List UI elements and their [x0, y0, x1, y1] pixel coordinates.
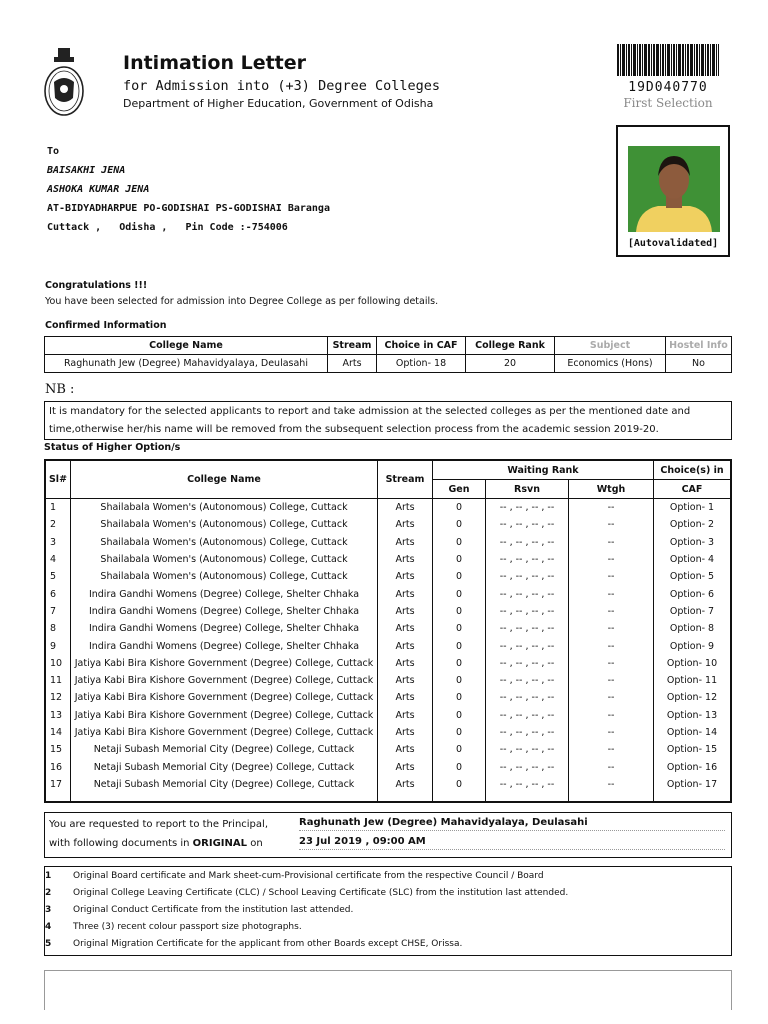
- cell-wtgh: --: [569, 551, 654, 568]
- table-row: [45, 499, 731, 517]
- cell-college: Shailabala Women's (Autonomous) College, Cuttack: [71, 499, 378, 517]
- cell-sl: 7: [50, 605, 57, 617]
- cell-sl: 16: [50, 761, 63, 773]
- cell-sl: 13: [50, 709, 63, 721]
- cell-gen: 0: [433, 551, 486, 568]
- table-row: [45, 637, 731, 654]
- cell-gen: 0: [433, 758, 486, 775]
- address-line-1: AT-BIDYADHARPUE PO-GODISHAI PS-GODISHAI Baranga: [47, 203, 330, 214]
- selection-round: First Selection: [623, 96, 713, 110]
- cell-sl: 1: [50, 502, 57, 514]
- report-line-1: You are requested to report to the Principal,: [49, 819, 268, 830]
- documents-list: [44, 866, 732, 956]
- cell-college: Shailabala Women's (Autonomous) College, Cuttack: [71, 551, 378, 568]
- col-waiting-rank: Waiting Rank: [433, 460, 654, 480]
- cell-sl: 17: [50, 778, 63, 790]
- cell-college: Netaji Subash Memorial City (Degree) College, Cuttack: [71, 776, 378, 793]
- cell-sl: 12: [50, 692, 63, 704]
- confirmed-college: Raghunath Jew (Degree) Mahavidyalaya, Deulasahi: [45, 355, 328, 373]
- col-college-name: College Name: [45, 337, 328, 355]
- confirmed-row: [45, 355, 732, 373]
- document-text: Original College Leaving Certificate (CLC) / School Leaving Certificate (SLC) from the institution last attended.: [73, 888, 569, 898]
- applicant-name: BAISAKHI JENA: [47, 165, 126, 176]
- cell-college: Jatiya Kabi Bira Kishore Government (Degree) College, Cuttack: [71, 724, 378, 741]
- cell-choice: Option- 10: [654, 655, 732, 672]
- report-datetime: 23 Jul 2019 , 09:00 AM: [299, 836, 725, 850]
- cell-rsvn: -- , -- , -- , --: [486, 620, 569, 637]
- higher-options-heading: Status of Higher Option/s: [44, 442, 181, 453]
- cell-gen: 0: [433, 637, 486, 654]
- cell-rsvn: -- , -- , -- , --: [486, 516, 569, 533]
- cell-rsvn: -- , -- , -- , --: [486, 724, 569, 741]
- col-hostel: Hostel Info: [666, 337, 732, 355]
- cell-sl: 11: [50, 675, 63, 687]
- cell-rsvn: -- , -- , -- , --: [486, 499, 569, 517]
- cell-rsvn: -- , -- , -- , --: [486, 534, 569, 551]
- department-name: Department of Higher Education, Government of Odisha: [123, 97, 434, 110]
- application-number: 19D040770: [628, 80, 708, 95]
- photo-caption: [Autovalidated]: [627, 238, 719, 249]
- cell-wtgh: --: [569, 758, 654, 775]
- table-row: [45, 741, 731, 758]
- cell-stream: Arts: [378, 534, 433, 551]
- report-instructions: [44, 812, 732, 858]
- cell-rsvn: -- , -- , -- , --: [486, 707, 569, 724]
- cell-wtgh: --: [569, 776, 654, 793]
- document-number: 4: [45, 922, 52, 932]
- col-stream: Stream: [328, 337, 377, 355]
- cell-choice: Option- 13: [654, 707, 732, 724]
- cell-choice: Option- 6: [654, 585, 732, 602]
- cell-college: Shailabala Women's (Autonomous) College, Cuttack: [71, 534, 378, 551]
- cell-gen: 0: [433, 655, 486, 672]
- table-row: [45, 516, 731, 533]
- table-row: [45, 655, 731, 672]
- cell-stream: Arts: [378, 603, 433, 620]
- cell-college: Netaji Subash Memorial City (Degree) College, Cuttack: [71, 741, 378, 758]
- cell-sl: 6: [50, 588, 57, 600]
- col-choice-line2: CAF: [654, 480, 732, 499]
- cell-stream: Arts: [378, 776, 433, 793]
- document-text: Three (3) recent colour passport size photographs.: [73, 922, 302, 932]
- congrats-heading: Congratulations !!!: [45, 280, 148, 291]
- document-text: Original Migration Certificate for the applicant from other Boards except CHSE, Orissa.: [73, 939, 463, 949]
- report-line-2-prefix: with following documents in: [49, 838, 193, 849]
- cell-gen: 0: [433, 741, 486, 758]
- cell-wtgh: --: [569, 534, 654, 551]
- cell-sl: 9: [50, 640, 57, 652]
- table-row: [45, 689, 731, 706]
- cell-college: Jatiya Kabi Bira Kishore Government (Degree) College, Cuttack: [71, 655, 378, 672]
- cell-stream: Arts: [378, 585, 433, 602]
- cell-choice: Option- 2: [654, 516, 732, 533]
- table-row: [45, 551, 731, 568]
- cell-stream: Arts: [378, 707, 433, 724]
- cell-sl: 3: [50, 536, 57, 548]
- cell-rsvn: -- , -- , -- , --: [486, 776, 569, 793]
- cell-sl: 5: [50, 571, 57, 583]
- cell-stream: Arts: [378, 637, 433, 654]
- table-row: [45, 724, 731, 741]
- table-row: [45, 603, 731, 620]
- col-rsvn: Rsvn: [486, 480, 569, 499]
- applicant-photo-box: [616, 125, 730, 257]
- cell-stream: Arts: [378, 551, 433, 568]
- cell-sl: 15: [50, 744, 63, 756]
- cell-college: Jatiya Kabi Bira Kishore Government (Degree) College, Cuttack: [71, 707, 378, 724]
- cell-college: Shailabala Women's (Autonomous) College, Cuttack: [71, 568, 378, 585]
- document-text: Original Board certificate and Mark sheet-cum-Provisional certificate from the respective Council / Board: [73, 871, 544, 881]
- cell-choice: Option- 17: [654, 776, 732, 793]
- document-number: 2: [45, 888, 52, 898]
- cell-rsvn: -- , -- , -- , --: [486, 637, 569, 654]
- address-to: To: [47, 146, 60, 157]
- cell-choice: Option- 3: [654, 534, 732, 551]
- cell-college: Jatiya Kabi Bira Kishore Government (Degree) College, Cuttack: [71, 672, 378, 689]
- confirmed-info-table: [44, 336, 732, 373]
- cell-choice: Option- 12: [654, 689, 732, 706]
- cell-stream: Arts: [378, 568, 433, 585]
- document-number: 1: [45, 871, 52, 881]
- confirmed-heading: Confirmed Information: [45, 320, 167, 331]
- table-padding-row: [45, 793, 731, 802]
- cell-stream: Arts: [378, 655, 433, 672]
- cell-rsvn: -- , -- , -- , --: [486, 689, 569, 706]
- document-text: Original Conduct Certificate from the institution last attended.: [73, 905, 354, 915]
- cell-gen: 0: [433, 585, 486, 602]
- cell-gen: 0: [433, 672, 486, 689]
- nb-notice: It is mandatory for the selected applicants to report and take admission at the selected colleges as per the mentioned date and time,otherwise her/his name will be removed from the subsequent selection process from the academic session 2019-20.: [44, 401, 732, 440]
- cell-rsvn: -- , -- , -- , --: [486, 603, 569, 620]
- cell-wtgh: --: [569, 655, 654, 672]
- cell-stream: Arts: [378, 689, 433, 706]
- confirmed-stream: Arts: [328, 355, 377, 373]
- cell-wtgh: --: [569, 568, 654, 585]
- confirmed-choice: Option- 18: [377, 355, 466, 373]
- col-college-name: College Name: [71, 460, 378, 499]
- cell-sl: 10: [50, 657, 63, 669]
- cell-wtgh: --: [569, 637, 654, 654]
- letter-subtitle: for Admission into (+3) Degree Colleges: [123, 78, 440, 94]
- cell-college: Shailabala Women's (Autonomous) College, Cuttack: [71, 516, 378, 533]
- cell-college: Indira Gandhi Womens (Degree) College, Shelter Chhaka: [71, 603, 378, 620]
- cell-rsvn: -- , -- , -- , --: [486, 655, 569, 672]
- cell-stream: Arts: [378, 672, 433, 689]
- cell-choice: Option- 7: [654, 603, 732, 620]
- cell-stream: Arts: [378, 724, 433, 741]
- report-line-2-suffix: on: [247, 838, 263, 849]
- cell-choice: Option- 1: [654, 499, 732, 517]
- cell-wtgh: --: [569, 585, 654, 602]
- cell-rsvn: -- , -- , -- , --: [486, 741, 569, 758]
- col-stream: Stream: [378, 460, 433, 499]
- cell-choice: Option- 8: [654, 620, 732, 637]
- cell-gen: 0: [433, 707, 486, 724]
- table-row: [45, 776, 731, 793]
- cell-wtgh: --: [569, 516, 654, 533]
- cell-sl: 4: [50, 554, 57, 566]
- cell-sl: 2: [50, 519, 57, 531]
- table-row: [45, 568, 731, 585]
- table-row: [45, 672, 731, 689]
- cell-wtgh: --: [569, 672, 654, 689]
- table-row: [45, 620, 731, 637]
- cell-stream: Arts: [378, 741, 433, 758]
- cell-college: Netaji Subash Memorial City (Degree) College, Cuttack: [71, 758, 378, 775]
- document-number: 5: [45, 939, 52, 949]
- report-college: Raghunath Jew (Degree) Mahavidyalaya, Deulasahi: [299, 817, 725, 831]
- cell-choice: Option- 4: [654, 551, 732, 568]
- cell-choice: Option- 9: [654, 637, 732, 654]
- cell-choice: Option- 5: [654, 568, 732, 585]
- letter-title: Intimation Letter: [123, 52, 307, 74]
- report-line-2: [49, 838, 263, 849]
- cell-college: Indira Gandhi Womens (Degree) College, Shelter Chhaka: [71, 620, 378, 637]
- cell-wtgh: --: [569, 741, 654, 758]
- cell-college: Indira Gandhi Womens (Degree) College, Shelter Chhaka: [71, 637, 378, 654]
- cell-wtgh: --: [569, 707, 654, 724]
- col-wtgh: Wtgh: [569, 480, 654, 499]
- report-original: ORIGINAL: [192, 838, 248, 849]
- confirmed-subject: Economics (Hons): [555, 355, 666, 373]
- guardian-name: ASHOKA KUMAR JENA: [47, 184, 150, 195]
- cell-stream: Arts: [378, 620, 433, 637]
- nb-label: NB :: [45, 382, 75, 397]
- table-row: [45, 758, 731, 775]
- cell-gen: 0: [433, 568, 486, 585]
- higher-options-body: [45, 499, 731, 803]
- cell-college: Indira Gandhi Womens (Degree) College, Shelter Chhaka: [71, 585, 378, 602]
- cell-rsvn: -- , -- , -- , --: [486, 568, 569, 585]
- col-rank: College Rank: [466, 337, 555, 355]
- congrats-message: You have been selected for admission into Degree College as per following details.: [45, 296, 439, 307]
- cell-gen: 0: [433, 516, 486, 533]
- applicant-photo: [628, 146, 720, 232]
- table-row: [45, 707, 731, 724]
- cell-gen: 0: [433, 724, 486, 741]
- document-number: 3: [45, 905, 52, 915]
- cell-choice: Option- 14: [654, 724, 732, 741]
- address-line-2: Cuttack , Odisha , Pin Code :-754006: [47, 222, 288, 233]
- cell-stream: Arts: [378, 499, 433, 517]
- cell-choice: Option- 15: [654, 741, 732, 758]
- col-sl: Sl#: [45, 460, 71, 499]
- cell-rsvn: -- , -- , -- , --: [486, 758, 569, 775]
- barcode: [617, 44, 719, 76]
- cell-stream: Arts: [378, 758, 433, 775]
- cell-college: Jatiya Kabi Bira Kishore Government (Degree) College, Cuttack: [71, 689, 378, 706]
- table-row: [45, 585, 731, 602]
- cell-wtgh: --: [569, 620, 654, 637]
- col-choice-line1: Choice(s) in: [654, 460, 732, 480]
- cell-wtgh: --: [569, 603, 654, 620]
- cell-gen: 0: [433, 603, 486, 620]
- cell-sl: 14: [50, 727, 63, 738]
- higher-options-table: [44, 459, 732, 803]
- footer-box: [44, 970, 732, 1010]
- confirmed-rank: 20: [466, 355, 555, 373]
- cell-sl: 8: [50, 623, 57, 635]
- cell-wtgh: --: [569, 689, 654, 706]
- cell-rsvn: -- , -- , -- , --: [486, 551, 569, 568]
- col-choice: Choice in CAF: [377, 337, 466, 355]
- cell-choice: Option- 16: [654, 758, 732, 775]
- cell-gen: 0: [433, 534, 486, 551]
- cell-wtgh: --: [569, 724, 654, 741]
- cell-gen: 0: [433, 620, 486, 637]
- col-gen: Gen: [433, 480, 486, 499]
- cell-stream: Arts: [378, 516, 433, 533]
- cell-wtgh: --: [569, 499, 654, 517]
- cell-gen: 0: [433, 499, 486, 517]
- cell-rsvn: -- , -- , -- , --: [486, 672, 569, 689]
- confirmed-hostel: No: [666, 355, 732, 373]
- table-row: [45, 534, 731, 551]
- col-subject: Subject: [555, 337, 666, 355]
- cell-gen: 0: [433, 776, 486, 793]
- cell-gen: 0: [433, 689, 486, 706]
- odisha-emblem-logo: [44, 46, 84, 116]
- cell-choice: Option- 11: [654, 672, 732, 689]
- cell-rsvn: -- , -- , -- , --: [486, 585, 569, 602]
